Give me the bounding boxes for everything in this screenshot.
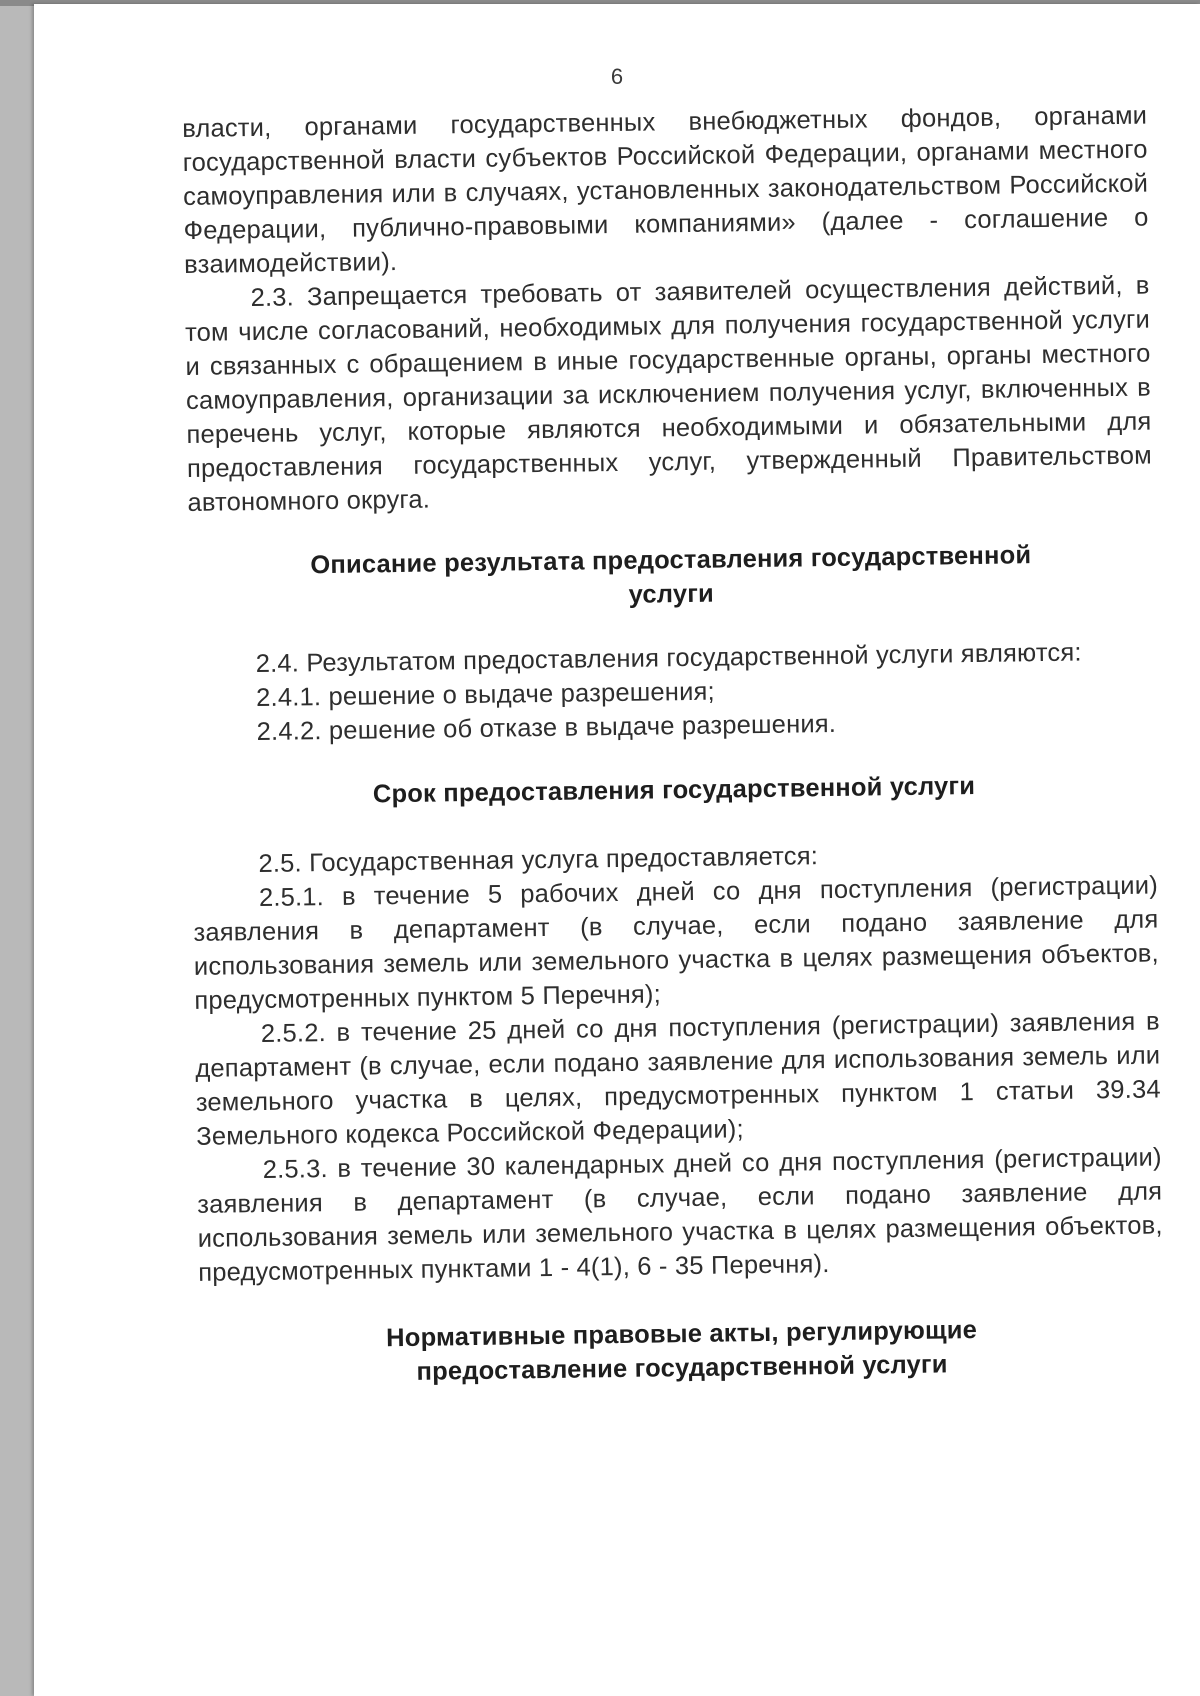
paragraph-2-5-2: 2.5.2. в течение 25 дней со дня поступления (регистрации) заявления в департамент (в случае, если подано заявление для использования земель или земельного участка в целях, предусмотренных пунктом 1 статьи 39.34 Земельного кодекса Российской Федерации); [195,1007,1161,1151]
heading-service-term: Срок предоставления государственной услуги [372,771,976,809]
document-body [182,99,1165,1392]
paragraph-2-5-1: 2.5.1. в течение 5 рабочих дней со дня поступления (регистрации) заявления в департамент (в случае, если подано заявление для использования земель или земельного участка в целях размещения объектов, предусмотренных пунктом 5 Перечня); [193,871,1160,1015]
paragraph-2-4-2: 2.4.2. решение об отказе в выдаче разрешения. [256,709,837,747]
heading-result-description: Описание результата предоставления государственной услуги [310,541,1032,609]
paragraph-2-3: 2.3. Запрещается требовать от заявителей осуществления действий, в том числе согласований, необходимых для получения государственной услуги и связанных с обращением в иные государственные органы, органы местного самоуправления, организации за исключением получения услуг, включенных в перечень услуг, которые являются необходимыми и обязательными для предоставления государственных услуг, утвержденный Правительством автономного округа. [184,271,1153,517]
document-page [34,4,1200,1696]
paragraph-2-4-1: 2.4.1. решение о выдаче разрешения; [255,677,716,713]
paragraph-2-5-3: 2.5.3. в течение 30 календарных дней со дня поступления (регистрации) заявления в департамент (в случае, если подано заявление для использования земель или земельного участка в целях размещения объектов, предусмотренных пунктами 1 - 4(1), 6 - 35 Перечня). [197,1143,1163,1287]
paragraph-2-5: 2.5. Государственная услуга предоставляется: [258,842,819,879]
heading-regulatory-acts: Нормативные правовые акты, регулирующие предоставление государственной услуги [385,1316,978,1386]
paragraph-2-4: 2.4. Результатом предоставления государственной услуги являются: [255,638,1082,679]
paragraph-continuation: власти, органами государственных внебюджетных фондов, органами государственной власти субъектов Российской Федерации, органами местного самоуправления или в случаях, установленных законодательством Российской Федерации, публично-правовыми компаниями» (далее - соглашение о взаимодействии). [182,101,1149,279]
page-number: 6 [610,64,624,89]
